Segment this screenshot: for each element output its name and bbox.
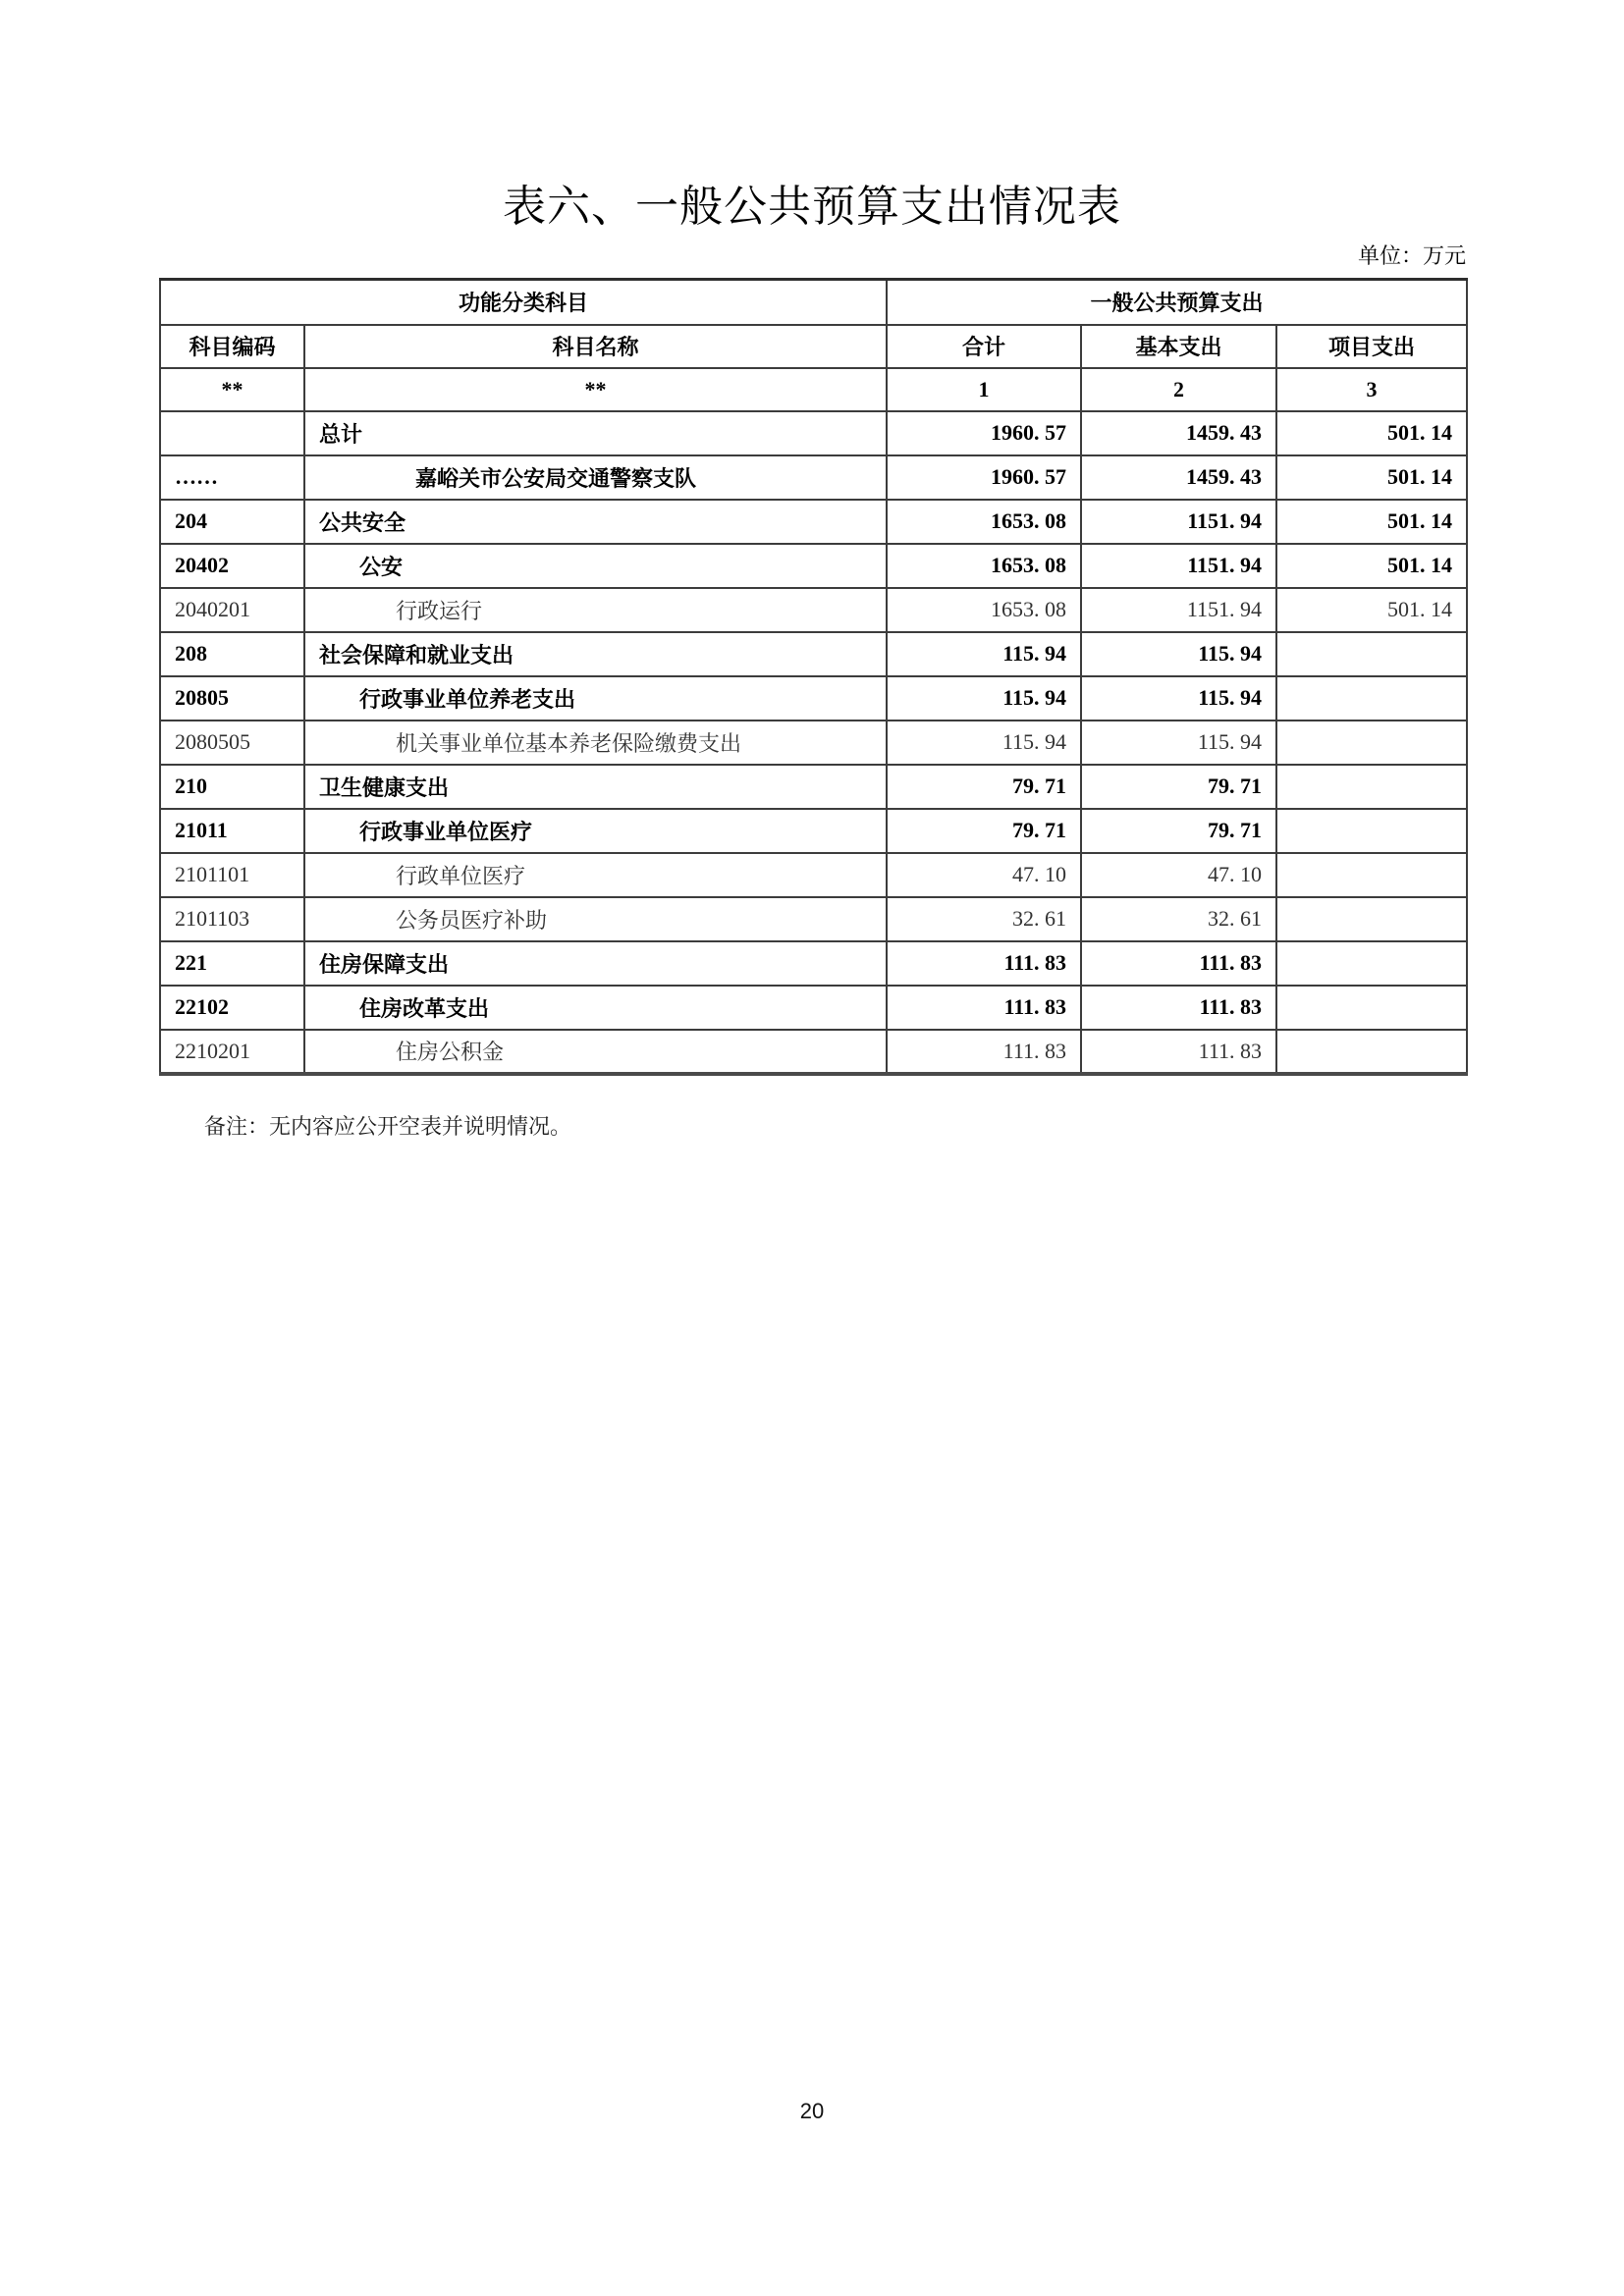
subject-name-cell: 行政事业单位养老支出 xyxy=(304,676,887,721)
table-row xyxy=(160,544,1467,588)
subject-code-cell: 221 xyxy=(160,941,304,986)
subject-name-cell: 行政单位医疗 xyxy=(304,853,887,897)
project-expense-cell xyxy=(1276,897,1467,941)
basic-expense-cell: 1151. 94 xyxy=(1081,500,1276,544)
column-index-3: 3 xyxy=(1276,368,1467,411)
subject-code-cell: 2101101 xyxy=(160,853,304,897)
subject-code-cell: 204 xyxy=(160,500,304,544)
subject-code-cell xyxy=(160,411,304,455)
project-expense-cell xyxy=(1276,676,1467,721)
table-row xyxy=(160,941,1467,986)
subject-code-cell: 20402 xyxy=(160,544,304,588)
header-project-expense: 项目支出 xyxy=(1276,325,1467,368)
column-index-1: 1 xyxy=(887,368,1081,411)
basic-expense-cell: 115. 94 xyxy=(1081,721,1276,765)
total-cell: 111. 83 xyxy=(887,941,1081,986)
project-expense-cell: 501. 14 xyxy=(1276,500,1467,544)
project-expense-cell xyxy=(1276,941,1467,986)
basic-expense-cell: 111. 83 xyxy=(1081,986,1276,1030)
total-cell: 1653. 08 xyxy=(887,588,1081,632)
total-cell: 1653. 08 xyxy=(887,500,1081,544)
project-expense-cell xyxy=(1276,765,1467,809)
table-row xyxy=(160,500,1467,544)
table-row xyxy=(160,1030,1467,1074)
total-cell: 79. 71 xyxy=(887,765,1081,809)
subject-code-cell: 208 xyxy=(160,632,304,676)
header-subject-name: 科目名称 xyxy=(304,325,887,368)
project-expense-cell xyxy=(1276,1030,1467,1074)
table-row xyxy=(160,809,1467,853)
subject-name-cell: 社会保障和就业支出 xyxy=(304,632,887,676)
subject-name-cell: 嘉峪关市公安局交通警察支队 xyxy=(304,455,887,500)
subject-code-cell: 2040201 xyxy=(160,588,304,632)
basic-expense-cell: 111. 83 xyxy=(1081,941,1276,986)
subject-code-cell: …… xyxy=(160,455,304,500)
project-expense-cell: 501. 14 xyxy=(1276,544,1467,588)
subject-code-cell: 21011 xyxy=(160,809,304,853)
page-number: 20 xyxy=(799,2099,825,2123)
basic-expense-cell: 1459. 43 xyxy=(1081,411,1276,455)
page-title: 表六、一般公共预算支出情况表 xyxy=(503,183,1121,231)
header-columns-row xyxy=(160,325,1467,368)
total-cell: 1960. 57 xyxy=(887,455,1081,500)
basic-expense-cell: 115. 94 xyxy=(1081,676,1276,721)
header-total: 合计 xyxy=(887,325,1081,368)
unit-label: 单位：万元 xyxy=(1357,243,1466,268)
total-cell: 32. 61 xyxy=(887,897,1081,941)
subject-name-cell: 机关事业单位基本养老保险缴费支出 xyxy=(304,721,887,765)
table-header xyxy=(160,280,1467,411)
subject-name-cell: 公安 xyxy=(304,544,887,588)
header-mask-row xyxy=(160,368,1467,411)
budget-table xyxy=(159,278,1468,1076)
basic-expense-cell: 1151. 94 xyxy=(1081,588,1276,632)
header-group-row xyxy=(160,280,1467,325)
table-body xyxy=(160,411,1467,1074)
header-basic-expense: 基本支出 xyxy=(1081,325,1276,368)
project-expense-cell: 501. 14 xyxy=(1276,455,1467,500)
total-cell: 111. 83 xyxy=(887,1030,1081,1074)
header-subject-code: 科目编码 xyxy=(160,325,304,368)
subject-name-cell: 总计 xyxy=(304,411,887,455)
project-expense-cell xyxy=(1276,632,1467,676)
subject-name-cell: 行政事业单位医疗 xyxy=(304,809,887,853)
table-row xyxy=(160,632,1467,676)
subject-name-cell: 行政运行 xyxy=(304,588,887,632)
table-row xyxy=(160,676,1467,721)
table-row xyxy=(160,986,1467,1030)
header-general-public-budget-expense: 一般公共预算支出 xyxy=(887,280,1467,325)
subject-name-cell: 公务员医疗补助 xyxy=(304,897,887,941)
total-cell: 1960. 57 xyxy=(887,411,1081,455)
project-expense-cell xyxy=(1276,721,1467,765)
total-cell: 47. 10 xyxy=(887,853,1081,897)
subject-code-cell: 2210201 xyxy=(160,1030,304,1074)
total-cell: 79. 71 xyxy=(887,809,1081,853)
project-expense-cell: 501. 14 xyxy=(1276,411,1467,455)
total-cell: 115. 94 xyxy=(887,721,1081,765)
subject-name-cell: 公共安全 xyxy=(304,500,887,544)
basic-expense-cell: 79. 71 xyxy=(1081,809,1276,853)
basic-expense-cell: 1151. 94 xyxy=(1081,544,1276,588)
subject-code-cell: 20805 xyxy=(160,676,304,721)
table-row xyxy=(160,897,1467,941)
subject-code-cell: 22102 xyxy=(160,986,304,1030)
table-row xyxy=(160,455,1467,500)
table-row xyxy=(160,853,1467,897)
subject-name-cell: 住房公积金 xyxy=(304,1030,887,1074)
table-row xyxy=(160,721,1467,765)
project-expense-cell xyxy=(1276,853,1467,897)
subject-code-cell: 210 xyxy=(160,765,304,809)
basic-expense-cell: 115. 94 xyxy=(1081,632,1276,676)
basic-expense-cell: 32. 61 xyxy=(1081,897,1276,941)
basic-expense-cell: 47. 10 xyxy=(1081,853,1276,897)
basic-expense-cell: 111. 83 xyxy=(1081,1030,1276,1074)
remark-note: 备注：无内容应公开空表并说明情况。 xyxy=(204,1114,572,1139)
table-row xyxy=(160,588,1467,632)
subject-code-cell: 2101103 xyxy=(160,897,304,941)
project-expense-cell: 501. 14 xyxy=(1276,588,1467,632)
basic-expense-cell: 79. 71 xyxy=(1081,765,1276,809)
column-index-2: 2 xyxy=(1081,368,1276,411)
total-cell: 1653. 08 xyxy=(887,544,1081,588)
mask-name: ** xyxy=(304,368,887,411)
subject-name-cell: 住房改革支出 xyxy=(304,986,887,1030)
mask-code: ** xyxy=(160,368,304,411)
total-cell: 115. 94 xyxy=(887,632,1081,676)
subject-code-cell: 2080505 xyxy=(160,721,304,765)
table-row xyxy=(160,411,1467,455)
total-cell: 111. 83 xyxy=(887,986,1081,1030)
total-cell: 115. 94 xyxy=(887,676,1081,721)
project-expense-cell xyxy=(1276,986,1467,1030)
header-functional-classification: 功能分类科目 xyxy=(160,280,887,325)
table-row xyxy=(160,765,1467,809)
basic-expense-cell: 1459. 43 xyxy=(1081,455,1276,500)
subject-name-cell: 卫生健康支出 xyxy=(304,765,887,809)
subject-name-cell: 住房保障支出 xyxy=(304,941,887,986)
project-expense-cell xyxy=(1276,809,1467,853)
